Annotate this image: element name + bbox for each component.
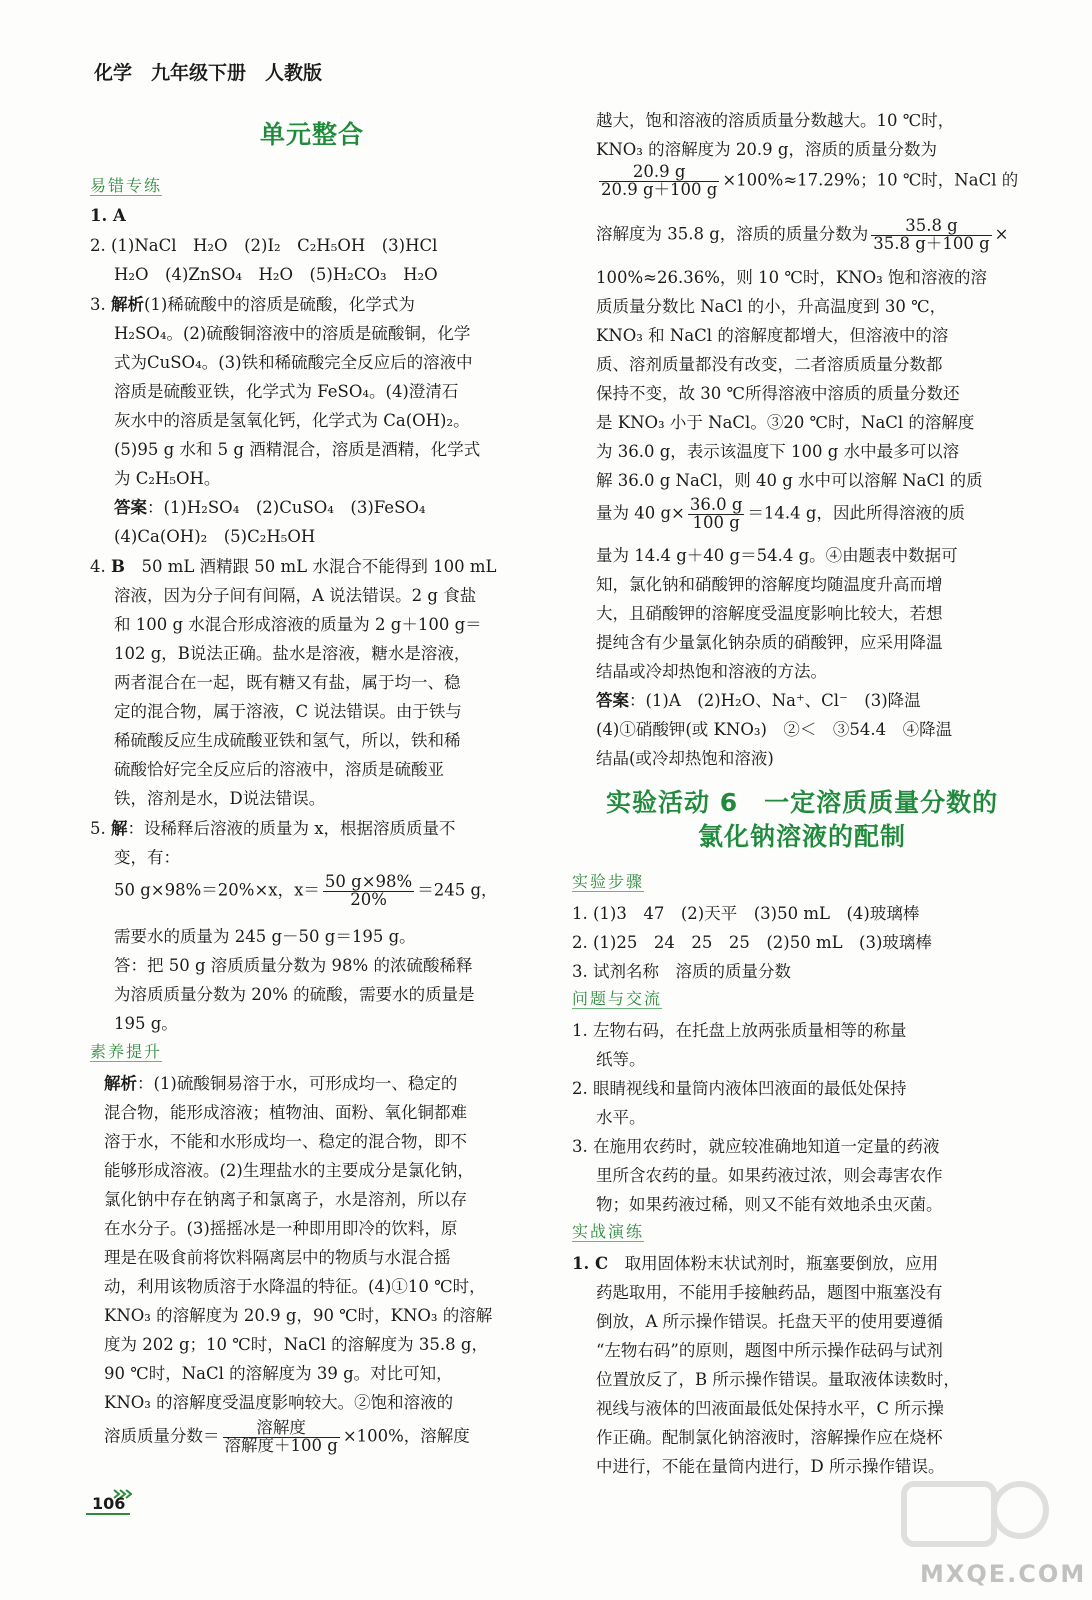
right-line11: 为 36.0 g，表示该温度下 100 g 水中最多可以溶 [596,442,960,461]
literacy-line11: 90 ℃时，NaCl 的溶解度为 39 g。对比可知， [104,1364,453,1383]
literacy-line3: 溶于水，不能和水形成均一、稳定的混合物，即不 [104,1132,467,1151]
practice-1-line2: 药匙取用，不能用手接触药品，题图中瓶塞没有 [596,1283,943,1302]
questions-1b: 纸等。 [596,1050,646,1069]
literacy-line12: KNO₃ 的溶解度受温度影响较大。②饱和溶液的 [104,1393,454,1412]
answer-3-line5: 灰水中的溶质是氢氧化钙，化学式为 Ca(OH)₂。 [114,411,470,430]
literacy-line8: 动，利用该物质溶于水降温的特征。(4)①10 ℃时， [104,1277,486,1296]
section-title-experiment-line2: 氯化钠溶液的配制 [698,822,907,851]
questions-3c: 物；如果药液过稀，则又不能有效地杀虫灭菌。 [596,1195,943,1214]
answer-5-line4: 需要水的质量为 245 g－50 g＝195 g。 [114,927,416,946]
right-fraction-line3: $\frac{20.9 g}{20.9 g+100 g}$ ×100%≈17.29%；10 ℃时，NaCl 的 [601,162,1019,199]
right-line2: KNO₃ 的溶解度为 20.9 g，溶质的质量分数为 [596,140,937,159]
answer-2-line1: 2. (1)NaCl H₂O (2)I₂ C₂H₅OH (3)HCl [90,236,438,255]
answer-5-line5: 答：把 50 g 溶质质量分数为 98% 的浓硫酸稀释 [114,956,473,975]
right-line5: 100%≈26.36%，则 10 ℃时，KNO₃ 饱和溶液的溶 [596,268,988,287]
answer-2-line2: H₂O (4)ZnSO₄ H₂O (5)H₂CO₃ H₂O [114,265,438,284]
answer-4-line1: 4. B 50 mL 酒精跟 50 mL 水混合不能得到 100 mL [90,557,497,576]
literacy-line1: 解析：(1)硫酸铜易溶于水，可形成均一、稳定的 [104,1074,458,1093]
steps-line3: 3. 试剂名称 溶质的质量分数 [572,962,791,981]
right-line8: 质、溶剂质量都没有改变，二者溶质质量分数都 [596,355,943,374]
questions-2a: 2. 眼睛视线和量筒内液体凹液面的最低处保持 [572,1079,907,1098]
answer-3-line2: H₂SO₄。(2)硫酸铜溶液中的溶质是硫酸铜，化学 [114,324,471,343]
right-line1: 越大，饱和溶液的溶质质量分数越大。10 ℃时， [596,111,955,130]
answer-1: 1. A [90,206,126,225]
practice-1-line6: 视线与液体的凹液面最低处保持水平，C 所示操 [596,1399,944,1418]
heading-experiment-steps: 实验步骤 [572,872,645,891]
practice-1-line4: “左物右码”的原则，题图中所示操作砝码与试剂 [596,1341,943,1360]
literacy-line2: 混合物，能形成溶液；植物油、面粉、氧化铜都难 [104,1103,467,1122]
right-fraction-line4: 溶解度为 35.8 g，溶质的质量分数为 $\frac{35.8 g}{35.8 g+100 g}$ × [596,216,1009,253]
practice-1-line8: 中进行，不能在量筒内进行，D 所示操作错误。 [596,1457,945,1476]
steps-line2: 2. (1)25 24 25 25 (2)50 mL (3)玻璃棒 [572,933,932,952]
literacy-line7: 理是在吸食前将饮料隔离层中的物质与水混合摇 [104,1248,451,1267]
page-number: 106 [92,1494,126,1513]
answer-4-line3: 和 100 g 水混合形成溶液的质量为 2 g＋100 g＝ [114,615,482,634]
section-title-experiment: 实验活动 6 一定溶质质量分数的 [606,788,999,817]
label-jiexi: 解析 [111,295,144,314]
practice-1-line1: 1. C 取用固体粉末状试剂时，瓶塞要倒放，应用 [572,1254,939,1273]
answer-3-key2: (4)Ca(OH)₂ (5)C₂H₅OH [114,527,316,546]
right-line10: 是 KNO₃ 小于 NaCl。③20 ℃时，NaCl 的溶解度 [596,413,975,432]
questions-3b: 里所含农药的量。如果药液过浓，则会毒害农作 [596,1166,943,1185]
answer-4-line6: 定的混合物，属于溶液，C 说法错误。由于铁与 [114,702,462,721]
answer-3-line6: (5)95 g 水和 5 g 酒精混合，溶质是酒精，化学式 [114,440,481,459]
right-line14: 量为 14.4 g＋40 g＝54.4 g。④由题表中数据可 [596,546,958,565]
answer-5-line6: 为溶质质量分数为 20% 的硫酸，需要水的质量是 [114,985,475,1004]
watermark-text: MXQE.COM [920,1560,1087,1588]
practice-1-line7: 作正确。配制氯化钠溶液时，溶解操作应在烧杯 [596,1428,943,1447]
section-title-unit: 单元整合 [260,120,365,149]
right-line18: 结晶或冷却热饱和溶液的方法。 [596,662,827,681]
answer-4-line2: 溶液，因为分子间有间隔，A 说法错误。2 g 食盐 [114,586,477,605]
right-line17: 提纯含有少量氯化钠杂质的硝酸钾，应采用降温 [596,633,943,652]
answer-3-line4: 溶质是硫酸亚铁，化学式为 FeSO₄。(4)澄清石 [114,382,459,401]
answer-3-line7: 为 C₂H₅OH。 [114,469,221,488]
literacy-line10: 度为 202 g；10 ℃时，NaCl 的溶解度为 35.8 g， [104,1335,488,1354]
answer-5-line1: 5. 解：设稀释后溶液的质量为 x，根据溶质质量不 [90,819,456,838]
practice-1-line5: 位置放反了，B 所示操作错误。量取液体读数时， [596,1370,960,1389]
heading-questions: 问题与交流 [572,989,663,1008]
heading-literacy: 素养提升 [90,1042,163,1061]
right-line6: 质质量分数比 NaCl 的小，升高温度到 30 ℃， [596,297,947,316]
heading-error-practice: 易错专练 [90,176,163,195]
right-answer-line2: (4)①硝酸钾(或 KNO₃) ②＜ ③54.4 ④降温 [596,720,953,739]
practice-1-line3: 倒放，A 所示操作错误。托盘天平的使用要遵循 [596,1312,944,1331]
right-line9: 保持不变，故 30 ℃所得溶液中溶质的质量分数还 [596,384,960,403]
right-fraction-line13: 量为 40 g× $\frac{36.0 g}{100 g}$ ＝14.4 g，因此所得溶液的质 [596,495,965,532]
literacy-line9: KNO₃ 的溶解度为 20.9 g，90 ℃时，KNO₃ 的溶解 [104,1306,493,1325]
questions-2b: 水平。 [596,1108,646,1127]
page-header: 化学 九年级下册 人教版 [94,62,323,84]
heading-practice: 实战演练 [572,1222,645,1241]
answer-3-line1: 3. 解析(1)稀硫酸中的溶质是硫酸，化学式为 [90,295,415,314]
answer-4-line5: 两者混合在一起，既有糖又有盐，属于均一、稳 [114,673,461,692]
answer-4-line4: 102 g，B说法正确。盐水是溶液，糖水是溶液， [114,644,471,663]
answer-4-line8: 硫酸恰好完全反应后的溶液中，溶质是硫酸亚 [114,760,444,779]
literacy-line5: 氯化钠中存在钠离子和氯离子，水是溶剂，所以存 [104,1190,467,1209]
right-line16: 大，且硝酸钾的溶解度受温度影响比较大，若想 [596,604,943,623]
answer-4-line9: 铁，溶剂是水，D说法错误。 [114,789,326,808]
right-answer-line3: 结晶(或冷却热饱和溶液) [596,749,774,768]
questions-3a: 3. 在施用农药时，就应较准确地知道一定量的药液 [572,1137,940,1156]
answer-4-line7: 稀硫酸反应生成硫酸亚铁和氢气，所以，铁和稀 [114,731,461,750]
answer-3-key1: 答案：(1)H₂SO₄ (2)CuSO₄ (3)FeSO₄ [114,498,426,517]
answer-5-line2: 变，有： [114,848,180,867]
literacy-formula: 溶质质量分数＝ $\frac{\text{溶解度}}{\text{溶解度＋100 g}}$ ×100%，溶解度 [104,1418,470,1455]
right-line12: 解 36.0 g NaCl，则 40 g 水中可以溶解 NaCl 的质 [596,471,983,490]
steps-line1: 1. (1)3 47 (2)天平 (3)50 mL (4)玻璃棒 [572,904,920,923]
literacy-line6: 在水分子。(3)摇摇冰是一种即用即冷的饮料，原 [104,1219,458,1238]
literacy-line4: 能够形成溶液。(2)生理盐水的主要成分是氯化钠， [104,1161,474,1180]
right-answer-line1: 答案：(1)A (2)H₂O、Na⁺、Cl⁻ (3)降温 [596,691,921,710]
answer-5-line7: 195 g。 [114,1014,178,1033]
answer-5-equation: 50 g×98%＝20%×x，x＝ $\frac{50 g\times 98\%}{20\%}$ ＝245 g， [114,872,498,909]
right-line7: KNO₃ 和 NaCl 的溶解度都增大，但溶液中的溶 [596,326,949,345]
answer-3-line3: 式为CuSO₄。(3)铁和稀硫酸完全反应后的溶液中 [114,353,473,372]
questions-1a: 1. 左物右码，在托盘上放两张质量相等的称量 [572,1021,907,1040]
right-line15: 知，氯化钠和硝酸钾的溶解度均随温度升高而增 [596,575,943,594]
